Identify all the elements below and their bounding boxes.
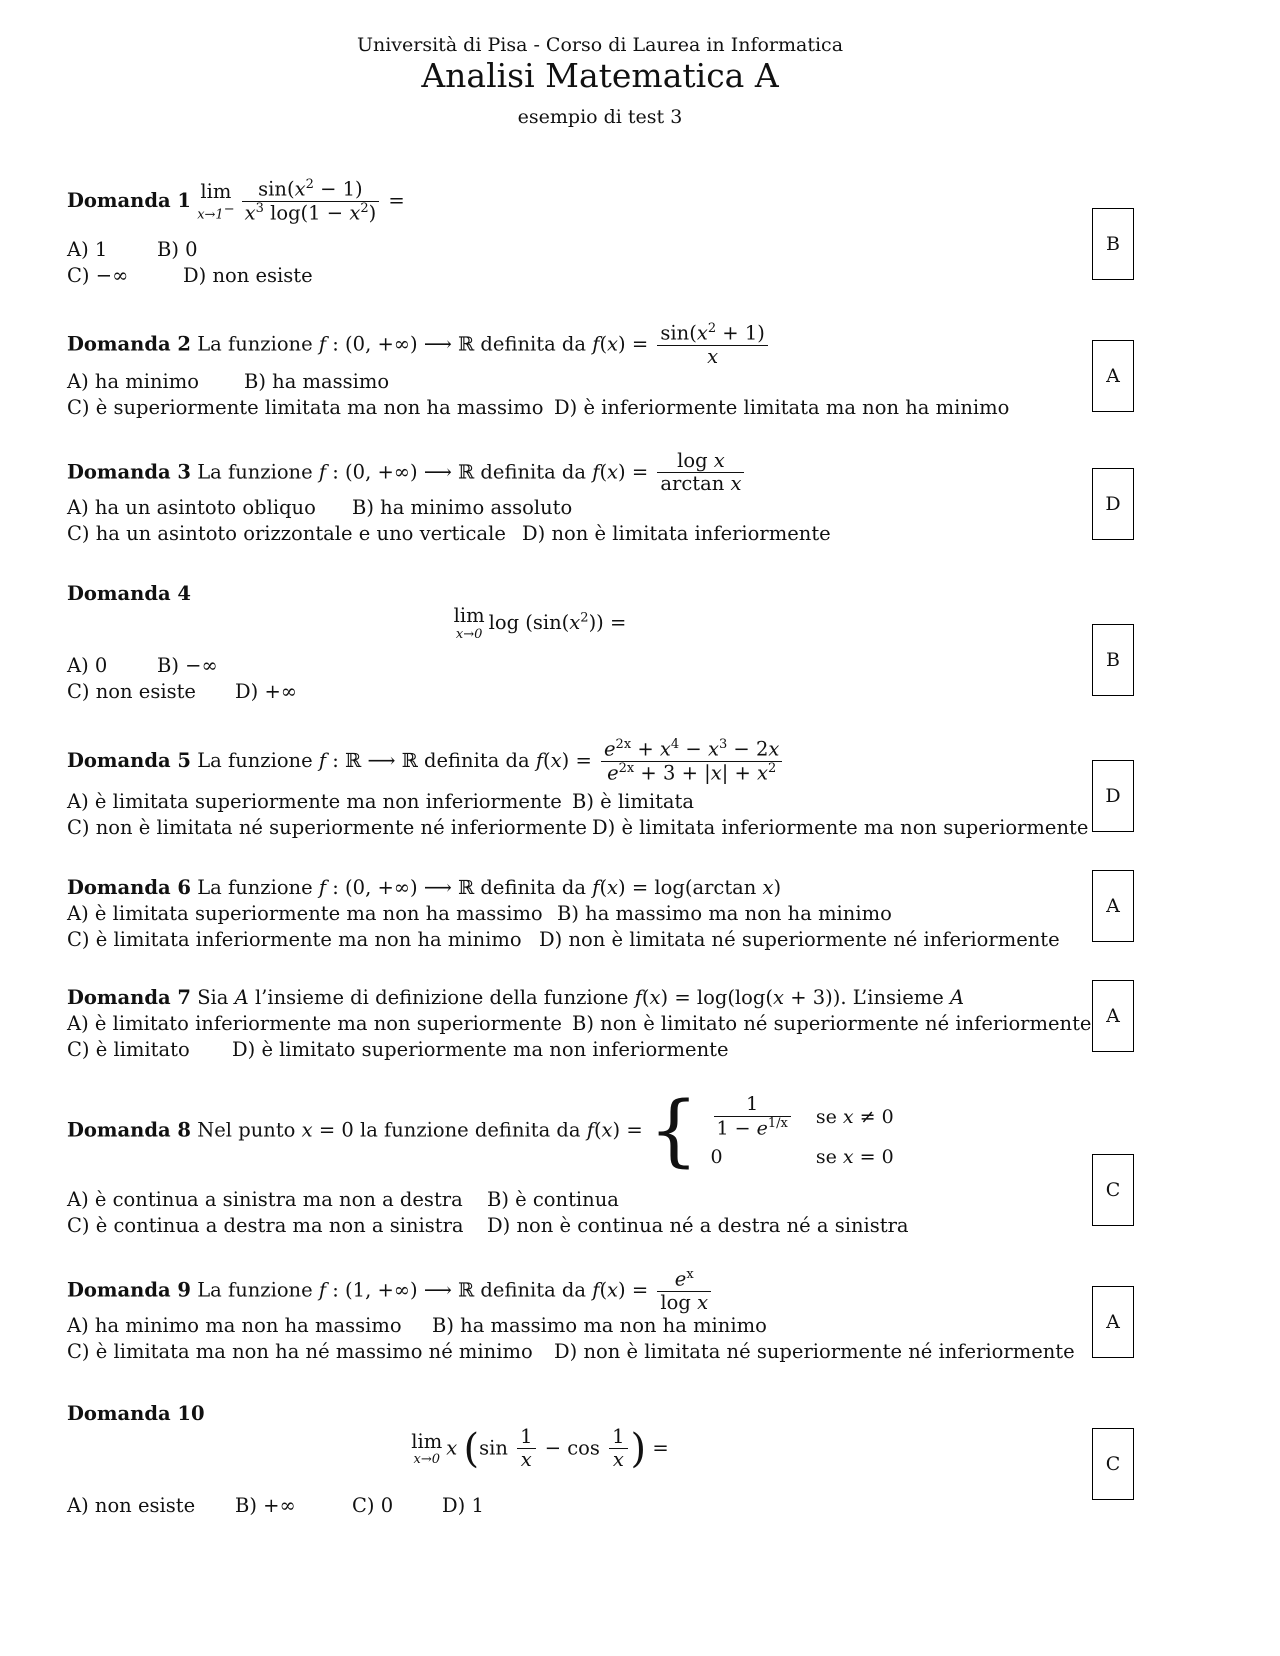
- defined-by: definita da: [480, 460, 587, 484]
- option-a[interactable]: A) è limitata superiormente ma non ha massimo: [67, 902, 543, 925]
- option-a[interactable]: A) 1: [67, 238, 108, 261]
- option-b[interactable]: B) ha massimo ma non ha minimo: [432, 1314, 767, 1337]
- option-b[interactable]: B) ha massimo: [244, 370, 390, 393]
- option-a[interactable]: A) ha minimo: [67, 370, 200, 393]
- question-stem: La funzione: [197, 748, 313, 772]
- answer-box-6[interactable]: A: [1092, 870, 1134, 942]
- option-b[interactable]: B) ha massimo ma non ha minimo: [557, 902, 892, 925]
- question-stem: Sia: [197, 986, 229, 1009]
- option-c[interactable]: C) è limitata ma non ha né massimo né minimo: [67, 1340, 533, 1363]
- answer-box-5[interactable]: D: [1092, 760, 1134, 832]
- option-d[interactable]: D) +∞: [235, 680, 298, 703]
- question-3: Domanda 3 La funzione f : (0, +∞) ⟶ ℝ definita da f(x) = $\frac{\text{log x}}{\text{arctan x}}$ A) ha un asintoto obliquo B) ha minimo assoluto C) ha un asintoto orizzontale e uno verticale D) non è limitata inferiormente: [67, 449, 831, 545]
- question-label: Domanda 1: [67, 188, 191, 212]
- question-text-end: . L’insieme: [840, 986, 944, 1009]
- question-label: Domanda 7: [67, 986, 191, 1009]
- answer-box-7[interactable]: A: [1092, 980, 1134, 1052]
- university-name: Università di Pisa - Corso di Laurea in Informatica: [356, 34, 844, 56]
- question-8: Domanda 8 Nel punto x = 0 la funzione definita da f(x) = { $\frac{1}{1 - e^{1/x}}$ se x ≠ 0 0 se x = 0 A) è continua a sinistra ma non a destra B) è continua C) è continua a destra ma non a sinistra D) non è continua né a destra né a sinistra: [67, 1086, 909, 1237]
- defined-by: definita da: [424, 748, 530, 772]
- option-a[interactable]: A) è limitata superiormente ma non inferiormente: [67, 790, 562, 813]
- answer-box-10[interactable]: C: [1092, 1428, 1134, 1500]
- option-c[interactable]: C) è superiormente limitata ma non ha massimo: [67, 396, 544, 419]
- question-label: Domanda 4: [67, 582, 191, 605]
- option-d[interactable]: D) non è limitata né superiormente né inferiormente: [554, 1340, 1075, 1363]
- option-d[interactable]: D) è limitata inferiormente ma non superiormente: [592, 816, 1089, 839]
- defined-by: definita da: [480, 876, 587, 899]
- question-label: Domanda 9: [67, 1278, 191, 1302]
- option-b[interactable]: B) 0: [157, 238, 198, 261]
- question-stem: La funzione: [197, 460, 313, 484]
- question-2: Domanda 2 La funzione f : (0, +∞) ⟶ ℝ definita da f(x) = $\frac{\sin(x^2 + 1)}{x}$ A) ha minimo B) ha massimo C) è superiormente limitata ma non ha massimo D) è inferiormente limitata ma non ha minimo: [67, 321, 1010, 419]
- page-title: Analisi Matematica A: [421, 56, 779, 95]
- question-7: Domanda 7 Sia A l’insieme di definizione della funzione f(x) = log(log(x + 3)). L’insieme A A) è limitato inferiormente ma non superiormente B) non è limitato né superiormente né inferiormente C) è limitato D) è limitato superiormente ma non inferiormente: [67, 986, 1092, 1061]
- option-a[interactable]: A) è limitato inferiormente ma non superiormente: [67, 1012, 562, 1035]
- option-d[interactable]: D) 1: [442, 1494, 484, 1517]
- question-5: Domanda 5 La funzione f : ℝ ⟶ ℝ definita da f(x) = $\frac{e^{2x} + x^4 - x^3 - 2x}{e^{2x} + 3 + |x| + x^2}$ A) è limitata superiormente ma non inferiormente B) è limitata C) non è limitata né superiormente né inferiormente D) è limitata inferiormente ma non superiormente: [67, 737, 1089, 839]
- option-c[interactable]: C) 0: [352, 1494, 394, 1517]
- option-c[interactable]: C) non esiste: [67, 680, 196, 703]
- defined-by: definita da: [480, 1278, 587, 1302]
- option-d[interactable]: D) non è limitata inferiormente: [522, 522, 831, 545]
- option-c[interactable]: C) è continua a destra ma non a sinistra: [67, 1214, 464, 1237]
- option-c[interactable]: C) ha un asintoto orizzontale e uno verticale: [67, 522, 506, 545]
- question-label: Domanda 8: [67, 1118, 191, 1142]
- answer-box-4[interactable]: B: [1092, 624, 1134, 696]
- option-b[interactable]: B) −∞: [157, 654, 218, 677]
- answer-box-9[interactable]: A: [1092, 1286, 1134, 1358]
- question-4: Domanda 4 lim x→0 $\log (\sin(x^2))$ = A) 0 B) −∞ C) non esiste D) +∞: [67, 582, 627, 703]
- option-d[interactable]: D) è limitato superiormente ma non inferiormente: [232, 1038, 729, 1061]
- option-b[interactable]: B) non è limitato né superiormente né inferiormente: [572, 1012, 1092, 1035]
- option-c[interactable]: C) −∞: [67, 264, 129, 287]
- answer-box-2[interactable]: A: [1092, 340, 1134, 412]
- answer-box-8[interactable]: C: [1092, 1154, 1134, 1226]
- answer-box-3[interactable]: D: [1092, 468, 1134, 540]
- question-label: Domanda 2: [67, 332, 191, 356]
- option-a[interactable]: A) non esiste: [67, 1494, 196, 1517]
- question-label: Domanda 10: [67, 1402, 205, 1425]
- question-stem: La funzione: [197, 332, 313, 356]
- question-text: la funzione definita da: [359, 1118, 581, 1142]
- option-d[interactable]: D) non è limitata né superiormente né inferiormente: [539, 928, 1060, 951]
- question-10: Domanda 10 lim x→0 x (sin $\frac{1}{x}$ − cos $\frac{1}{x}$ ) = A) non esiste B) +∞ C) 0 D) 1: [67, 1402, 669, 1517]
- option-b[interactable]: B) +∞: [235, 1494, 296, 1517]
- question-stem: La funzione: [197, 1278, 313, 1302]
- option-b[interactable]: B) è limitata: [572, 790, 694, 813]
- option-a[interactable]: A) è continua a sinistra ma non a destra: [67, 1188, 463, 1211]
- answer-box-1[interactable]: B: [1092, 208, 1134, 280]
- question-text: l’insieme di definizione della funzione: [254, 986, 629, 1009]
- option-a[interactable]: A) ha minimo ma non ha massimo: [67, 1314, 402, 1337]
- question-stem: Nel punto: [197, 1118, 296, 1142]
- question-6: Domanda 6 La funzione f : (0, +∞) ⟶ ℝ definita da f(x) = log(arctan x) A) è limitata superiormente ma non ha massimo B) ha massimo ma non ha minimo C) è limitata inferiormente ma non ha minimo D) non è limitata né superiormente né inferiormente: [67, 876, 1060, 951]
- option-a[interactable]: A) ha un asintoto obliquo: [67, 496, 316, 519]
- option-d[interactable]: D) non esiste: [183, 264, 313, 287]
- option-d[interactable]: D) è inferiormente limitata ma non ha minimo: [554, 396, 1010, 419]
- option-b[interactable]: B) ha minimo assoluto: [352, 496, 573, 519]
- question-9: Domanda 9 La funzione f : (1, +∞) ⟶ ℝ definita da f(x) = $\frac{e^x}{\text{log x}}$ A) ha minimo ma non ha massimo B) ha massimo ma non ha minimo C) è limitata ma non ha né massimo né minimo D) non è limitata né superiormente né inferiormente: [67, 1267, 1075, 1363]
- page-subtitle: esempio di test 3: [517, 106, 683, 128]
- option-c[interactable]: C) è limitato: [67, 1038, 190, 1061]
- defined-by: definita da: [480, 332, 587, 356]
- question-label: Domanda 3: [67, 460, 191, 484]
- question-label: Domanda 6: [67, 876, 191, 899]
- question-label: Domanda 5: [67, 748, 191, 772]
- option-a[interactable]: A) 0: [67, 654, 108, 677]
- option-d[interactable]: D) non è continua né a destra né a sinistra: [487, 1214, 909, 1237]
- question-stem: La funzione: [197, 876, 313, 899]
- option-c[interactable]: C) non è limitata né superiormente né inferiormente: [67, 816, 587, 839]
- question-1: Domanda 1 lim x→1− $\frac{\sin(x^2 - 1)}{x^3 \log(1 - x^2)}$ = A) 1 B) 0 C) −∞ D) non esiste: [67, 177, 405, 287]
- option-c[interactable]: C) è limitata inferiormente ma non ha minimo: [67, 928, 522, 951]
- option-b[interactable]: B) è continua: [487, 1188, 619, 1211]
